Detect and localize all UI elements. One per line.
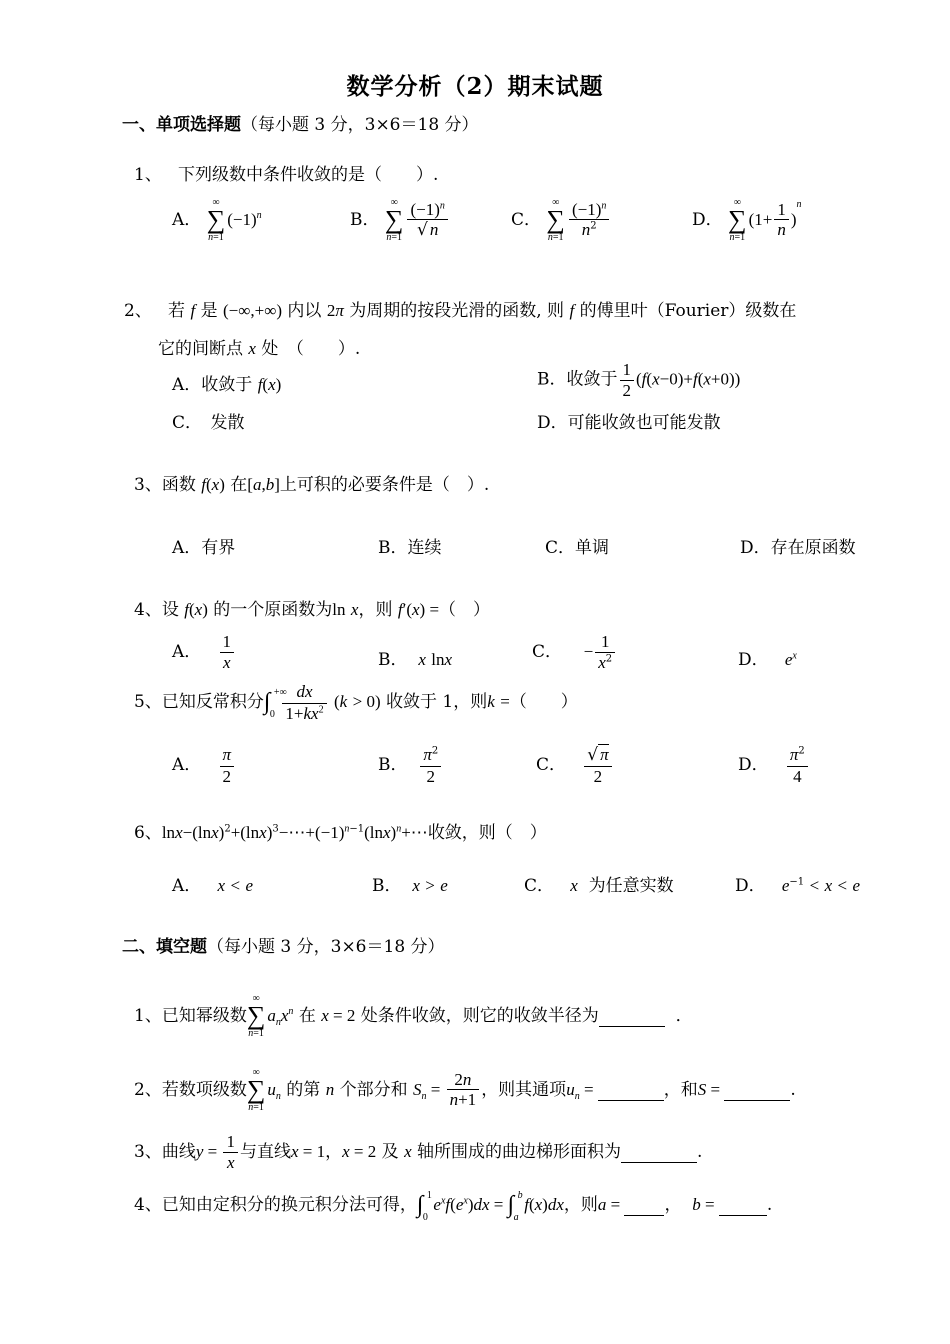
answer-blank[interactable] [598, 1080, 664, 1101]
fill-question-2: 2、若数项级数 ∞ ∑ n=1 $u_n$ 的第 n 个部分和 $S_n$ = $\frac{2n}{n+1}$ ，则其通项$u_n$ = ，和S = . [134, 1067, 796, 1113]
q3-option-b: B．连续 [378, 538, 442, 558]
question-1: 1、 下列级数中条件收敛的是（ ）. [134, 165, 439, 185]
q3-option-c: C．单调 [545, 538, 610, 558]
q6-option-a: A． x < e [172, 876, 253, 896]
section-heading-2 [122, 932, 445, 957]
q6-option-d: D． $e^{-1} < x < e$ [735, 876, 861, 896]
section-note: （每小题 3 分，3×6＝18 分） [207, 937, 445, 957]
q4-option-b: B． x lnx [378, 650, 453, 670]
question-6: 6、$\ln x-(\ln x)^2+(\ln x)^3-\cdots+(-1)^{n-1}(\ln x)^n+\cdots$收敛，则（ ） [134, 823, 547, 843]
question-4: 4、设 f(x) 的一个原函数为ln x，则 f′(x) =（ ） [134, 600, 491, 620]
answer-blank[interactable] [624, 1195, 664, 1216]
q2-option-b: B．收敛于 $\frac{1}{2}$ (f(x−0)+f(x+0)) [537, 360, 741, 400]
q5-option-a: A． $\frac{\pi}{2}$ [172, 745, 236, 786]
question-5: 5、已知反常积分∫ +∞ 0 $\frac{dx}{1+kx^2}$ (k > 0) 收敛于 1，则k =（ ） [134, 682, 578, 723]
section-title: 一、单项选择题 [122, 115, 241, 135]
fill-question-3: 3、曲线y = $\frac{1}{x}$ 与直线x = 1，x = 2 及 x 轴所围成的曲边梯形面积为 . [134, 1132, 703, 1172]
section-note: （每小题 3 分，3×6＝18 分） [241, 115, 479, 135]
question-3: 3、函数 f(x) 在[a,b]上可积的必要条件是（ ）. [134, 475, 490, 495]
q5-option-c: C． $\frac{√ \pi}{2}$ [536, 745, 614, 786]
q5-option-b: B． $\frac{\pi^2}{2}$ [378, 745, 443, 786]
q6-option-b: B． x > e [372, 876, 448, 896]
answer-blank[interactable] [719, 1195, 767, 1216]
fill-question-1: 1、已知幂级数 ∞ ∑ n=1 $a_nx^n$ 在 x = 2 处条件收敛，则它的收敛半径为 ． [134, 993, 693, 1039]
q2-option-a: A．收敛于 f(x) [172, 375, 282, 395]
q5-option-d: D． $\frac{\pi^2}{4}$ [738, 745, 810, 786]
q6-option-c: C． x 为任意实数 [524, 876, 674, 896]
section-heading [122, 110, 479, 135]
q1-option-c: C． ∞ ∑ n=1 $\frac{(-1)^n}{n^2}$ [511, 198, 611, 243]
q1-option-d: D． ∞ ∑ n=1 (1+ $\frac{1}{n}$ )$^n$ [692, 197, 802, 243]
page-title: 数学分析（2）期末试题 [346, 73, 604, 100]
q4-option-a: A． $\frac{1}{x}$ [172, 632, 236, 673]
fill-question-4: 4、已知由定积分的换元积分法可得，∫ 1 0 $e^xf(e^x)dx$ = ∫ b a f(x)dx，则a = ， b = . [134, 1190, 773, 1223]
answer-blank[interactable] [724, 1080, 790, 1101]
q2-option-c: C． 发散 [172, 413, 245, 433]
q1-option-a: A． ∞ ∑ n=1 $(-1)^n$ [172, 197, 262, 243]
q2-option-d: D．可能收敛也可能发散 [537, 413, 721, 433]
q4-option-d: D． $e^x$ [738, 650, 797, 670]
q1-option-b: B． ∞ ∑ n=1 $\frac{(-1)^n}{√ n}$ [350, 198, 450, 243]
answer-blank[interactable] [599, 1006, 665, 1027]
q3-option-a: A．有界 [172, 538, 236, 558]
section-title: 二、填空题 [122, 937, 207, 957]
q4-option-c: C． − $\frac{1}{x^2}$ [532, 632, 617, 673]
question-2-line2: 它的间断点 x 处 （ ）. [158, 339, 361, 359]
q3-option-d: D．存在原函数 [740, 538, 856, 558]
question-2: 2、 若 f 是 (−∞,+∞) 内以 2π 为周期的按段光滑的函数, 则 f 的傅里叶（Fourier）级数在 [124, 301, 797, 321]
answer-blank[interactable] [621, 1142, 697, 1163]
